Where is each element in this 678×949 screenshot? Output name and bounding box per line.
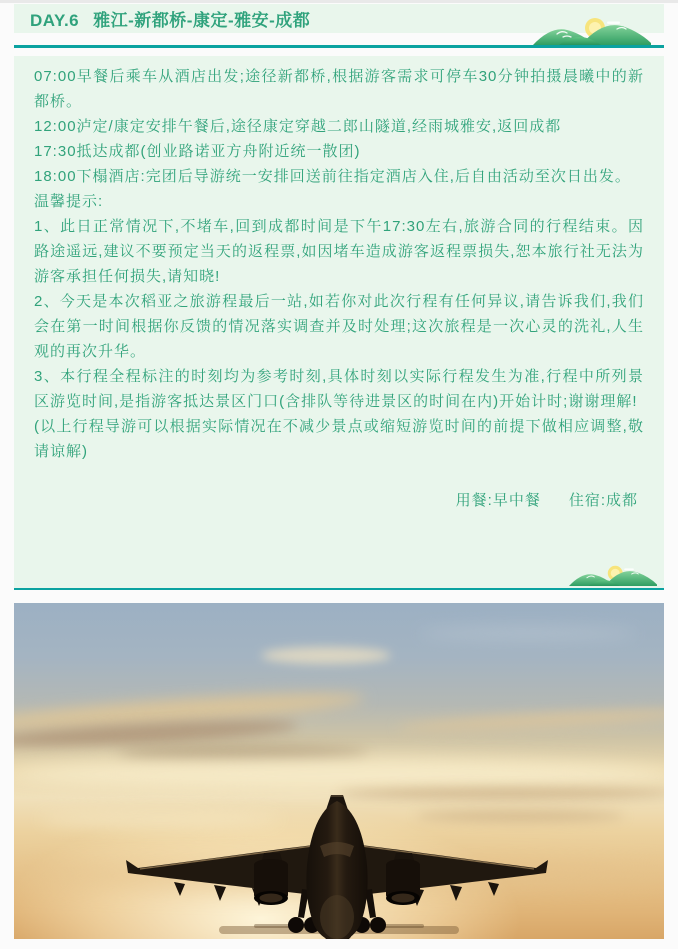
day-route: 雅江-新都桥-康定-雅安-成都 xyxy=(93,11,311,30)
day-number: DAY.6 xyxy=(30,11,80,30)
day-header xyxy=(14,4,664,48)
itinerary-paragraph: 17:30抵达成都(创业路诺亚方舟附近统一散团) xyxy=(34,143,361,160)
page-content xyxy=(14,4,664,939)
day-title xyxy=(30,6,310,31)
itinerary-paragraph: 2、今天是本次稻亚之旅游程最后一站,如若你对此次行程有任何异议,请告诉我们,我们会在第一时间根据你反馈的情况落实调查并及时处理;这次旅程是一次心灵的洗礼,人生观的再次升华。 xyxy=(34,293,644,360)
meals-label: 用餐:早中餐 xyxy=(455,492,541,509)
top-strip xyxy=(0,0,678,3)
itinerary-paragraph: 温馨提示: xyxy=(34,193,104,210)
itinerary-text xyxy=(34,64,644,464)
itinerary-paragraph: 3、本行程全程标注的时刻均为参考时刻,具体时刻以实际行程发生为准,行程中所列景区游览时间,是指游客抵达景区门口(含排队等待进景区的时间在内)开始计时;谢谢理解! xyxy=(34,368,644,410)
airplane-photo xyxy=(14,603,664,939)
itinerary-panel xyxy=(14,56,664,590)
itinerary-paragraph: 07:00早餐后乘车从酒店出发;途径新都桥,根据游客需求可停车30分钟拍摄晨曦中的新都桥。 xyxy=(34,68,644,110)
itinerary-paragraph: (以上行程导游可以根据实际情况在不减少景点或缩短游览时间的前提下做相应调整,敬请谅解) xyxy=(34,418,644,460)
itinerary-paragraph: 1、此日正常情况下,不堵车,回到成都时间是下午17:30左右,旅游合同的行程结束。因路途遥远,建议不要预定当天的返程票,如因堵车造成游客返程票损失,恕本旅行社无法为游客承担任何损失,请知晓! xyxy=(34,218,644,285)
meals-stay-row xyxy=(34,488,644,513)
mountains-sun-icon xyxy=(533,17,651,45)
stay-label: 住宿:成都 xyxy=(568,492,638,509)
teal-divider xyxy=(14,45,664,48)
itinerary-paragraph: 18:00下榻酒店:完团后导游统一安排回送前往指定酒店入住,后自由活动至次日出发。 xyxy=(34,168,631,185)
mountains-sun-icon xyxy=(569,563,657,588)
itinerary-paragraph: 12:00泸定/康定安排午餐后,途径康定穿越二郎山隧道,经雨城雅安,返回成都 xyxy=(34,118,562,135)
airplane-silhouette-icon xyxy=(14,603,664,939)
